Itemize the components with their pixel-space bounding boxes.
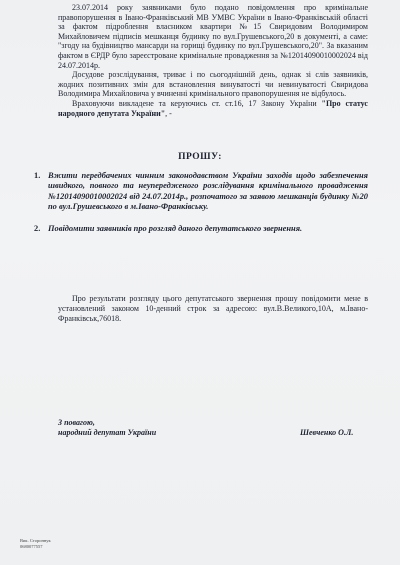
list-item-text: Повідомити заявників про розгляд даного депутатського звернення.	[48, 223, 303, 233]
request-heading: ПРОШУ:	[178, 152, 222, 162]
signer-title: народний депутат України	[58, 428, 157, 437]
executor-phone: 0680077557	[20, 544, 43, 549]
signer-name: Шевченко О.Л.	[300, 428, 354, 437]
executor-note	[20, 538, 51, 550]
paragraph-response-request: Про результати розгляду цього депутатського звернення прошу повідомити мене в установлений законом 10-денний строк за адресою: вул.В.Великого,10А, м.Івано-Франківськ,76018.	[58, 294, 368, 323]
legal-basis-suffix: , -	[165, 108, 172, 118]
closing-phrase: З повагою,	[58, 418, 95, 427]
list-item-number: 2.	[34, 223, 41, 233]
request-list	[34, 171, 368, 245]
law-title: "Про статус народного депутата України"	[58, 98, 368, 118]
paragraph-complaint: 23.07.2014 року заявниками було подано повідомлення про кримінальне правопорушення в Івано-Франківський МВ УМВС України в Івано-Франківській області за фактом підроблення власником квартири №15 Свиридовим Володимиром Михайловичем підписів мешканця будинку по вул.Грушевського,20 в документі, а саме: "згоду на будівництво мансарди на горищі будинку по вул.Грушевського,20". За вказаним фактом в ЄРДР було зареєстроване кримінальне провадження за №12014090010002024 від 24.07.2014р.	[58, 3, 368, 70]
list-item	[34, 224, 368, 234]
list-item-number: 1.	[34, 171, 41, 180]
list-item	[34, 171, 368, 213]
signature-block	[58, 418, 156, 438]
paragraph-legal-basis	[58, 99, 368, 118]
executor-name: Вик. Стороннук	[20, 538, 51, 543]
legal-basis-text: Враховуючи викладене та керуючись ст. ст.16, 17 Закону України	[72, 98, 322, 108]
list-item-text: Вжити передбачених чинним законодавством України заходів щодо забезпечення швидкого, повного та неупередженого розслідування кримінального провадження №12014090010002024 від 24.07.2014р., розпочатого за заявою мешканців будинку №20 по вул.Грушевського в м.Івано-Франківську.	[48, 171, 368, 212]
paragraph-investigation: Досудове розслідування, триває і по сьогоднішній день, однак зі слів заявників, жодних позитивних змін для встановлення винуватості чи невинуватості Свиридова Володимира Михайловича у вчиненні кримінального правопорушення не відбулось.	[58, 70, 368, 99]
letter-body	[58, 3, 368, 118]
